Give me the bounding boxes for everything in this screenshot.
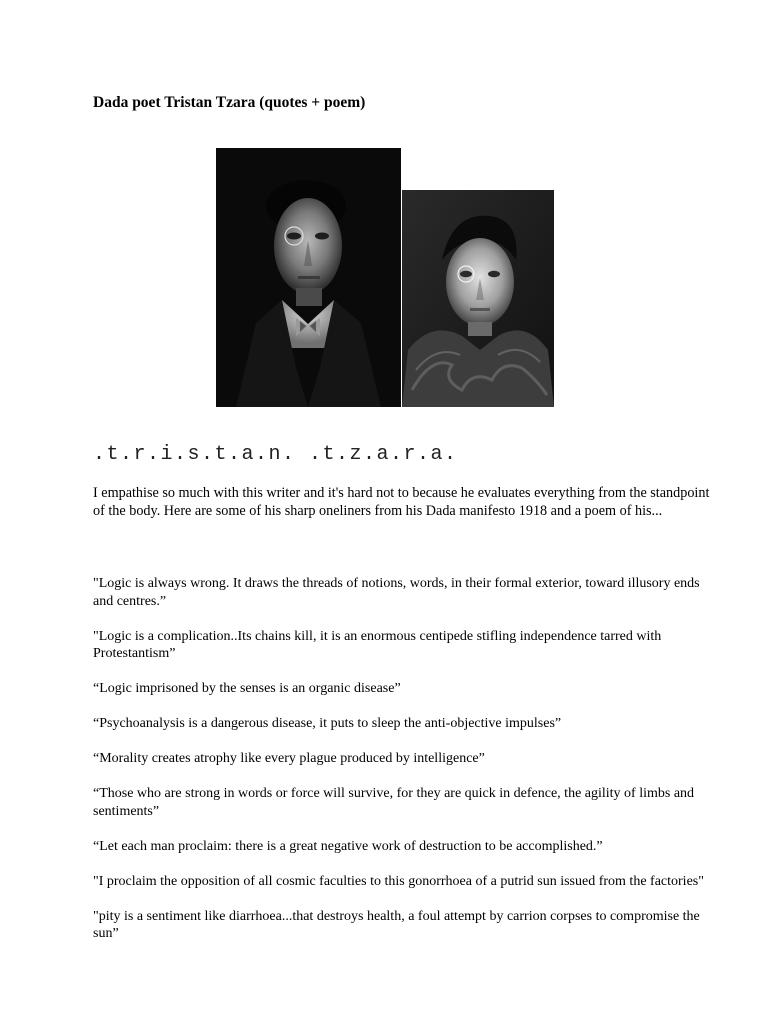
quotes-list — [93, 575, 713, 960]
quote-8: "I proclaim the opposition of all cosmic faculties to this gonorrhoea of a putrid sun issued from the factories" — [93, 873, 704, 889]
spaced-name-heading: .t.r.i.s.t.a.n. .t.z.a.r.a. — [93, 443, 458, 466]
portrait-photo-right — [402, 190, 554, 407]
intro-paragraph: I empathise so much with this writer and it's hard not to because he evaluates everything from the standpoint of the body. Here are some of his sharp oneliners from his Dada manifesto 1918 and a poem of his... — [93, 485, 710, 519]
quote-2: "Logic is a complication..Its chains kill, it is an enormous centipede stifling independence tarred with Protestantism” — [93, 628, 662, 661]
quote-4: “Psychoanalysis is a dangerous disease, it puts to sleep the anti-objective impulses” — [93, 716, 562, 731]
portrait-photo-left — [216, 148, 401, 407]
quote-7: “Let each man proclaim: there is a great negative work of destruction to be accomplished.” — [93, 838, 603, 854]
quote-1: "Logic is always wrong. It draws the threads of notions, words, in their formal exterior, toward illusory ends and centres.” — [93, 576, 700, 609]
quote-9: "pity is a sentiment like diarrhoea...that destroys health, a foul attempt by carrion corpses to compromise the sun” — [93, 908, 700, 941]
quote-5: “Morality creates atrophy like every plague produced by intelligence” — [93, 751, 485, 766]
quote-6: “Those who are strong in words or force will survive, for they are quick in defence, the agility of limbs and sentiments” — [93, 786, 695, 819]
quote-3: “Logic imprisoned by the senses is an organic disease” — [93, 681, 401, 696]
document-title: Dada poet Tristan Tzara (quotes + poem) — [93, 94, 366, 111]
